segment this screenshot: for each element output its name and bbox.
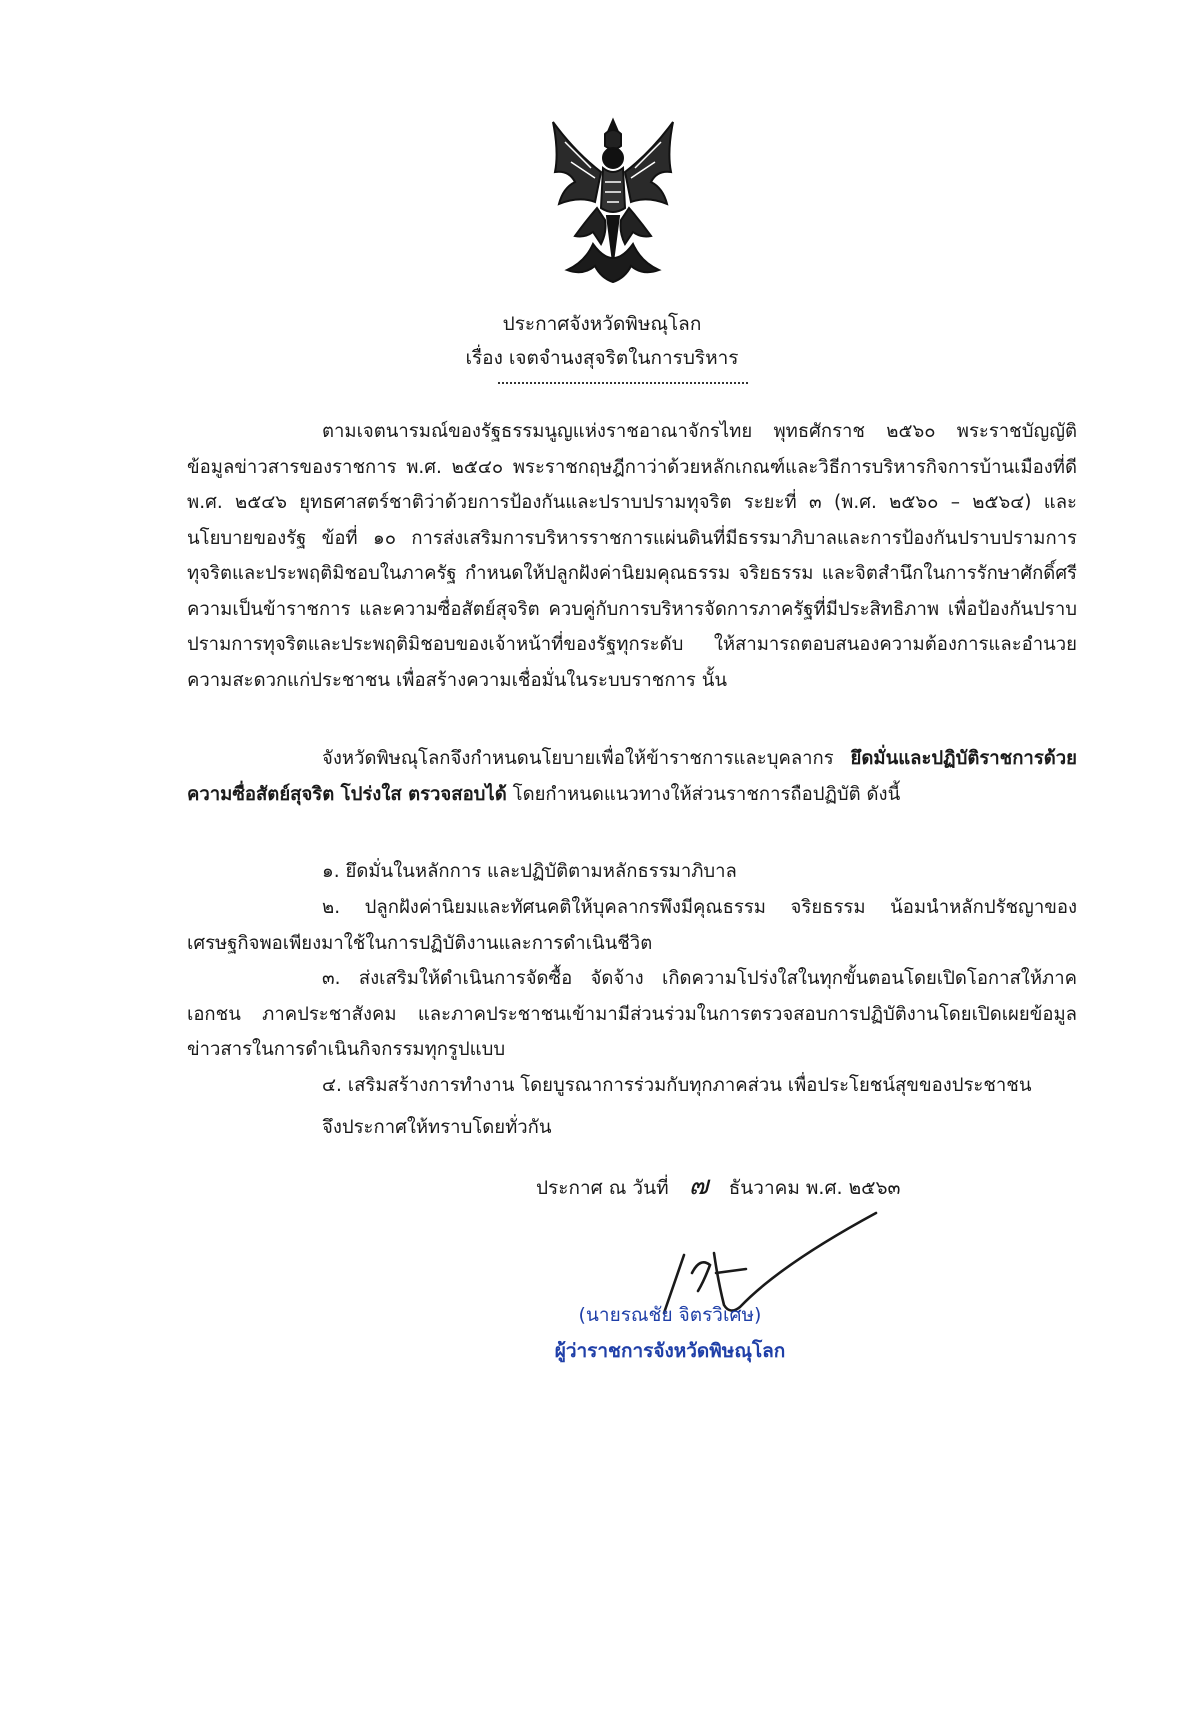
policy-item-3: ๓. ส่งเสริมให้ดำเนินการจัดซื้อ จัดจ้าง เกิดความโปร่งใสในทุกขั้นตอนโดยเปิดโอกาสให้ภาคเอกชน ภาคประชาสังคม และภาคประชาชนเข้ามามีส่วนร่วมในการตรวจสอบการปฏิบัติงานโดยเปิดเผยข้อมูลข่าวสารในการดำเนินกิจกรรมทุกรูปแบบ: [187, 968, 1077, 1060]
dotted-divider: [498, 382, 748, 384]
policy-item-4: ๔. เสริมสร้างการทำงาน โดยบูรณาการร่วมกับทุกภาคส่วน เพื่อประโยชน์สุขของประชาชน: [322, 1075, 1032, 1096]
policy-text-bold: ยึดมั่นและปฏิบัติราชการด้วยความซื่อสัตย์สุจริต โปร่งใส ตรวจสอบได้: [187, 748, 1077, 805]
announcement-heading: [0, 307, 1204, 375]
announcement-title: ประกาศจังหวัดพิษณุโลก: [502, 313, 702, 335]
date-prefix: ประกาศ ณ วันที่: [536, 1177, 669, 1199]
closing-line: จึงประกาศให้ทราบโดยทั่วกัน: [322, 1117, 552, 1138]
paragraph-policy: [187, 741, 1077, 812]
paragraph-preamble: ตามเจตนารมณ์ของรัฐธรรมนูญแห่งราชอาณาจักรไทย พุทธศักราช ๒๕๖๐ พระราชบัญญัติข้อมูลข่าวสารของราชการ พ.ศ. ๒๕๔๐ พระราชกฤษฎีกาว่าด้วยหลักเกณฑ์และวิธีการบริหารกิจการบ้านเมืองที่ดี พ.ศ. ๒๕๔๖ ยุทธศาสตร์ชาติว่าด้วยการป้องกันและปราบปรามทุจริต ระยะที่ ๓ (พ.ศ. ๒๕๖๐ – ๒๕๖๔) และนโยบายของรัฐ ข้อที่ ๑๐ การส่งเสริมการบริหารราชการแผ่นดินที่มีธรรมาภิบาลและการป้องกันปราบปรามการทุจริตและประพฤติมิชอบในภาครัฐ กำหนดให้ปลูกฝังค่านิยมคุณธรรม จริยธรรม และจิตสำนึกในการรักษาศักดิ์ศรีความเป็นข้าราชการ และความซื่อสัตย์สุจริต ควบคู่กับการบริหารจัดการภาครัฐที่มีประสิทธิภาพ เพื่อป้องกันปราบปรามการทุจริตและประพฤติมิชอบของเจ้าหน้าที่ของรัฐทุกระดับ ให้สามารถตอบสนองความต้องการและอำนวยความสะดวกแก่ประชาชน เพื่อสร้างความเชื่อมั่นในระบบราชการ นั้น: [187, 421, 1077, 691]
garuda-emblem-icon: [545, 112, 681, 292]
announcement-subject: เรื่อง เจตจำนงสุจริตในการบริหาร: [465, 347, 739, 369]
policy-text-start: จังหวัดพิษณุโลกจึงกำหนดนโยบายเพื่อให้ข้าราชการและบุคลากร: [322, 748, 851, 769]
policy-text-end: โดยกำหนดแนวทางให้ส่วนราชการถือปฏิบัติ ดังนี้: [506, 783, 901, 805]
date-month-year: ธันวาคม พ.ศ. ๒๕๖๓: [728, 1177, 901, 1199]
signatory-name: (นายรณชัย จิตรวิเศษ): [578, 1304, 762, 1326]
date-day: ๗: [688, 1171, 709, 1201]
policy-item-1: ๑. ยึดมั่นในหลักการ และปฏิบัติตามหลักธรรมาภิบาล: [322, 861, 737, 882]
signatory-position: ผู้ว่าราชการจังหวัดพิษณุโลก: [554, 1340, 786, 1362]
policy-item-2: ๒. ปลูกฝังค่านิยมและทัศนคติให้บุคลากรพึงมีคุณธรรม จริยธรรม น้อมนำหลักปรัชญาของเศรษฐกิจพอเพียงมาใช้ในการปฏิบัติงานและการดำเนินชีวิต: [187, 897, 1077, 954]
